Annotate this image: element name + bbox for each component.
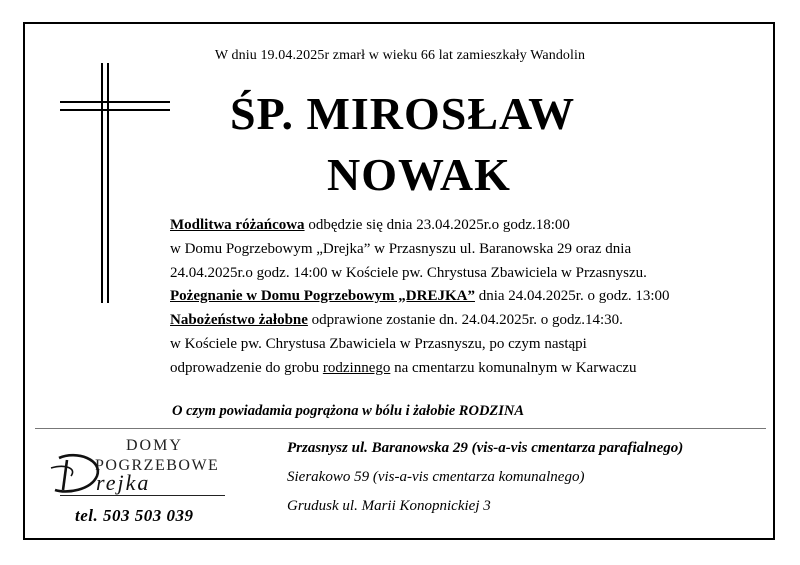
rosary-text: odbędzie się dnia 23.04.2025r.o godz.18:00 xyxy=(304,217,570,233)
logo-text-domy: DOMY xyxy=(126,437,183,454)
deceased-name-line1: ŚP. MIROSŁAW xyxy=(230,88,576,139)
logo-text-name: rejka xyxy=(96,470,151,495)
footer-divider xyxy=(35,428,766,429)
address-przasnysz: Przasnysz ul. Baranowska 29 (vis-a-vis cmentarza parafialnego) xyxy=(287,440,684,456)
family-note: O czym powiadamia pogrążona w bólu i żałobie RODZINA xyxy=(172,403,525,419)
deceased-name-line2: NOWAK xyxy=(327,149,511,200)
logo-underline xyxy=(60,495,225,496)
mass-text-part: na cmentarzu komunalnym w Karwaczu xyxy=(390,360,637,376)
cross-vertical-line xyxy=(101,63,103,303)
rosary-line-1 xyxy=(170,217,570,234)
mass-text-part: odprowadzenie do grobu xyxy=(170,360,323,376)
mass-line-1 xyxy=(170,312,623,329)
logo-text-pogrzebowe: POGRZEBOWE xyxy=(95,457,220,474)
rosary-line-2: w Domu Pogrzebowym „Drejka” w Przasnyszu ul. Baranowska 29 oraz dnia xyxy=(170,241,632,257)
cross-horizontal-line xyxy=(60,109,170,111)
phone-number: tel. 503 503 039 xyxy=(75,506,194,525)
address-sierakowo: Sierakowo 59 (vis-a-vis cmentarza komunalnego) xyxy=(287,469,585,485)
rosary-line-3: 24.04.2025r.o godz. 14:00 w Kościele pw. Chrystusa Zbawiciela w Przasnyszu. xyxy=(170,265,647,281)
cross-vertical-line xyxy=(107,63,109,303)
mass-line-3 xyxy=(170,360,637,377)
farewell-line xyxy=(170,288,670,305)
address-grudusk: Grudusk ul. Marii Konopnickiej 3 xyxy=(287,498,491,514)
farewell-text: dnia 24.04.2025r. o godz. 13:00 xyxy=(474,288,670,304)
mass-text: odprawione zostanie dn. 24.04.2025r. o godz.14:30. xyxy=(307,312,623,328)
mass-text-underlined: rodzinnego xyxy=(322,360,391,376)
mass-line-2: w Kościele pw. Chrystusa Zbawiciela w Przasnyszu, po czym nastąpi xyxy=(170,336,587,352)
rosary-label: Modlitwa różańcowa xyxy=(170,217,305,233)
mass-label: Nabożeństwo żałobne xyxy=(170,312,308,328)
death-announcement: W dniu 19.04.2025r zmarł w wieku 66 lat zamieszkały Wandolin xyxy=(214,48,586,63)
farewell-label: Pożegnanie w Domu Pogrzebowym „DREJKA” xyxy=(170,288,475,304)
cross-horizontal-line xyxy=(60,101,170,103)
